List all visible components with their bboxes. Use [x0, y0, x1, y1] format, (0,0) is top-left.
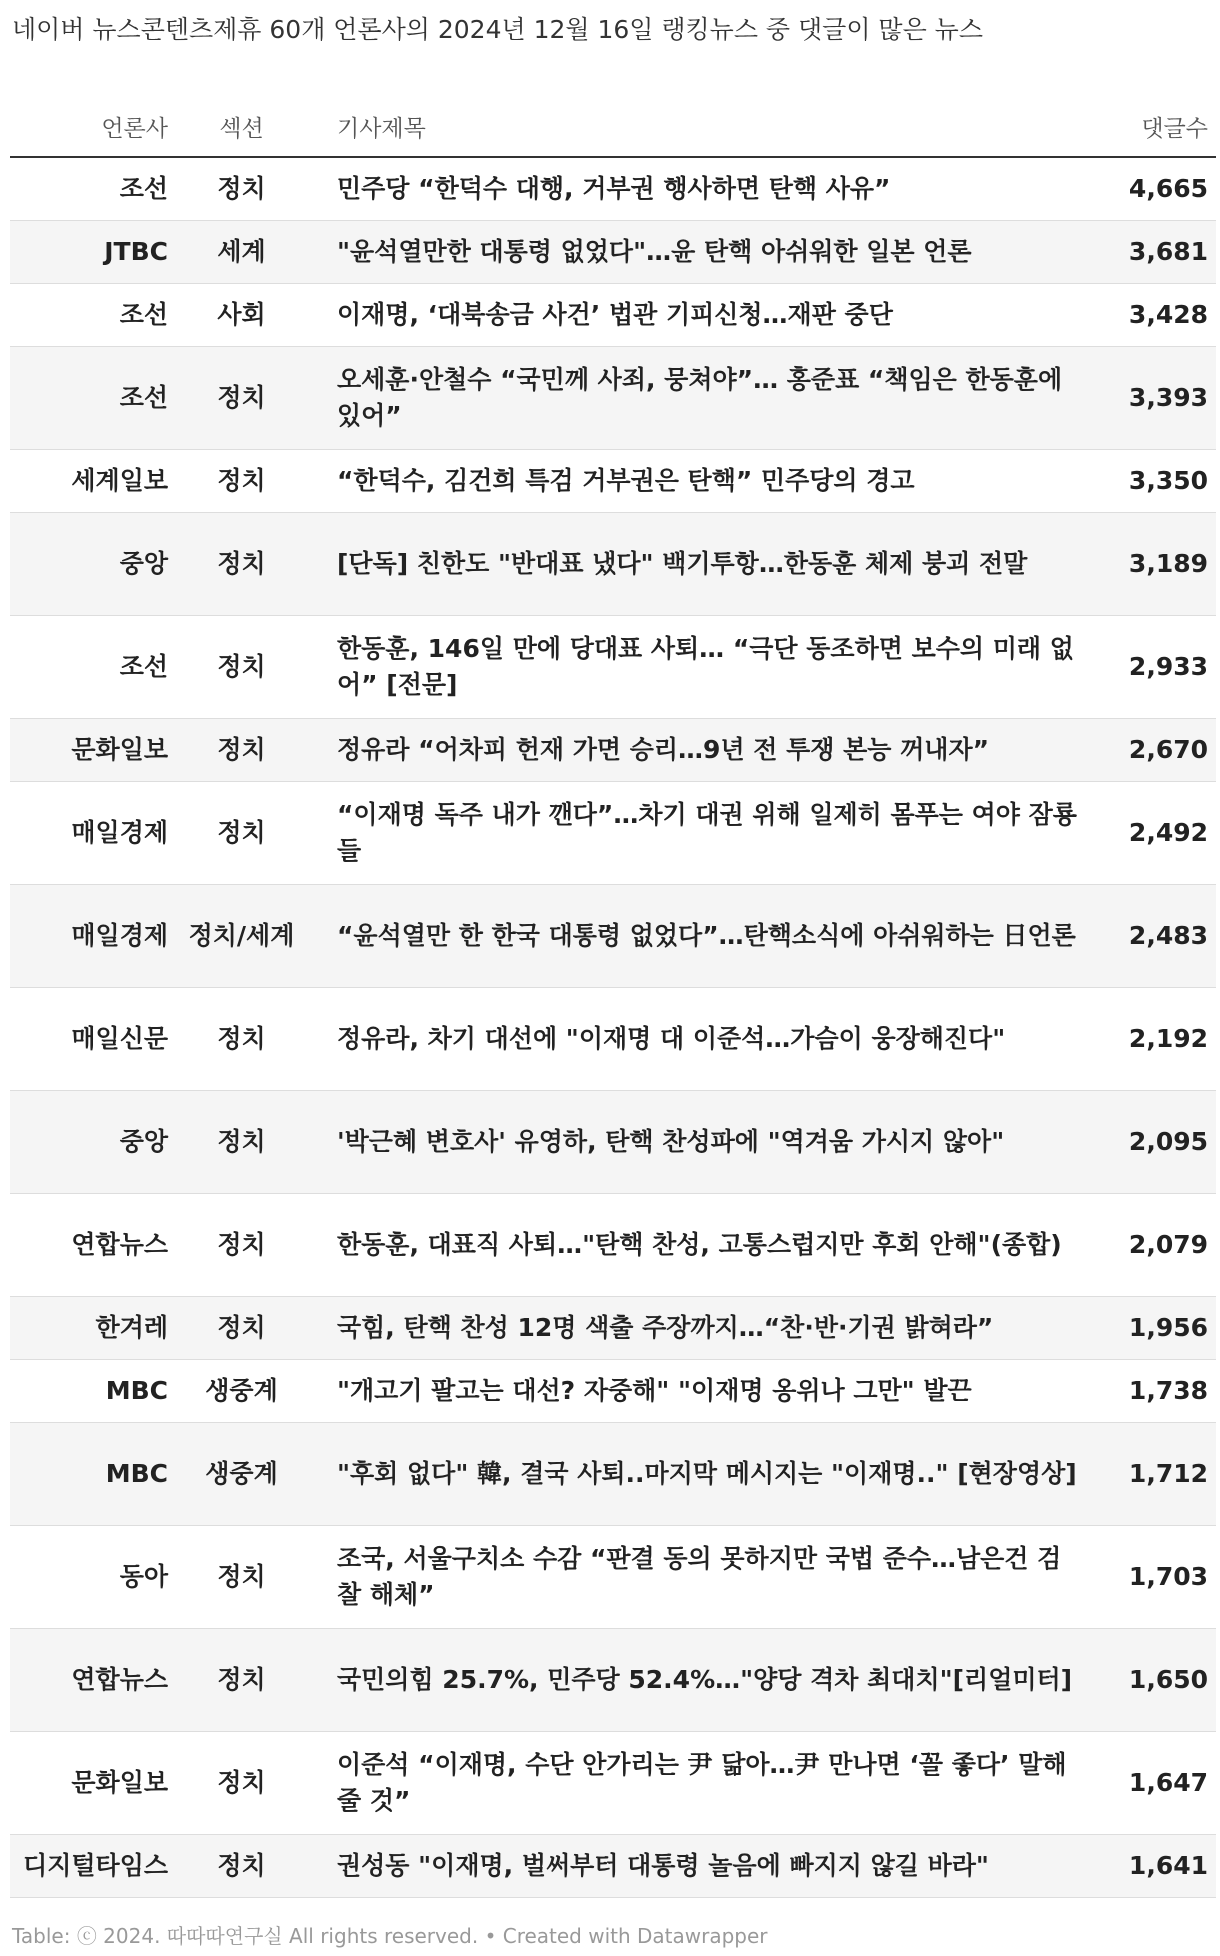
- table-row: [10, 782, 1216, 885]
- cell-comment-count: 1,647: [1090, 1732, 1216, 1835]
- table-row: [10, 157, 1216, 221]
- cell-outlet: JTBC: [10, 221, 176, 284]
- cell-section: 정치: [176, 1732, 307, 1835]
- cell-section: 정치: [176, 1194, 307, 1297]
- cell-section: 세계: [176, 221, 307, 284]
- cell-outlet: 문화일보: [10, 719, 176, 782]
- cell-article-title: “이재명 독주 내가 깬다”…차기 대권 위해 일제히 몸푸는 여야 잠룡들: [307, 782, 1090, 885]
- cell-outlet: 연합뉴스: [10, 1629, 176, 1732]
- cell-comment-count: 2,095: [1090, 1091, 1216, 1194]
- cell-comment-count: 2,483: [1090, 885, 1216, 988]
- cell-section: 정치/세계: [176, 885, 307, 988]
- cell-comment-count: 1,738: [1090, 1360, 1216, 1423]
- cell-article-title: 오세훈·안철수 “국민께 사죄, 뭉쳐야”… 홍준표 “책임은 한동훈에 있어”: [307, 347, 1090, 450]
- cell-article-title: "윤석열만한 대통령 없었다"…윤 탄핵 아쉬워한 일본 언론: [307, 221, 1090, 284]
- table-row: [10, 1091, 1216, 1194]
- cell-article-title: “윤석열만 한 한국 대통령 없었다”…탄핵소식에 아쉬워하는 日언론: [307, 885, 1090, 988]
- cell-outlet: 디지털타임스: [10, 1835, 176, 1898]
- cell-section: 정치: [176, 513, 307, 616]
- cell-comment-count: 3,189: [1090, 513, 1216, 616]
- cell-section: 정치: [176, 988, 307, 1091]
- cell-article-title: 조국, 서울구치소 수감 “판결 동의 못하지만 국법 준수…남은건 검찰 해체”: [307, 1526, 1090, 1629]
- cell-outlet: 매일경제: [10, 782, 176, 885]
- cell-outlet: MBC: [10, 1423, 176, 1526]
- cell-comment-count: 3,428: [1090, 284, 1216, 347]
- table-row: [10, 1526, 1216, 1629]
- cell-comment-count: 1,703: [1090, 1526, 1216, 1629]
- cell-article-title: [단독] 친한도 "반대표 냈다" 백기투항…한동훈 체제 붕괴 전말: [307, 513, 1090, 616]
- cell-comment-count: 4,665: [1090, 157, 1216, 221]
- cell-article-title: '박근혜 변호사' 유영하, 탄핵 찬성파에 "역겨움 가시지 않아": [307, 1091, 1090, 1194]
- cell-outlet: MBC: [10, 1360, 176, 1423]
- cell-comment-count: 1,712: [1090, 1423, 1216, 1526]
- cell-section: 정치: [176, 719, 307, 782]
- cell-section: 사회: [176, 284, 307, 347]
- table-row: [10, 719, 1216, 782]
- cell-article-title: 정유라, 차기 대선에 "이재명 대 이준석…가슴이 웅장해진다": [307, 988, 1090, 1091]
- cell-outlet: 조선: [10, 284, 176, 347]
- table-row: [10, 347, 1216, 450]
- comments-table: [10, 96, 1216, 1898]
- cell-article-title: 권성동 "이재명, 벌써부터 대통령 놀음에 빠지지 않길 바라": [307, 1835, 1090, 1898]
- cell-article-title: "후회 없다" 韓, 결국 사퇴..마지막 메시지는 "이재명.." [현장영상]: [307, 1423, 1090, 1526]
- cell-comment-count: 2,670: [1090, 719, 1216, 782]
- cell-comment-count: 1,956: [1090, 1297, 1216, 1360]
- footer-credit: Table: ⓒ 2024. 따따따연구실 All rights reserved. • Created with Datawrapper: [12, 1924, 768, 1948]
- table-row: [10, 513, 1216, 616]
- cell-section: 정치: [176, 782, 307, 885]
- cell-section: 정치: [176, 450, 307, 513]
- cell-comment-count: 3,681: [1090, 221, 1216, 284]
- cell-outlet: 세계일보: [10, 450, 176, 513]
- cell-comment-count: 3,350: [1090, 450, 1216, 513]
- cell-section: 정치: [176, 1629, 307, 1732]
- cell-comment-count: 1,641: [1090, 1835, 1216, 1898]
- cell-outlet: 동아: [10, 1526, 176, 1629]
- header-article: 기사제목: [307, 96, 1090, 157]
- table-row: [10, 284, 1216, 347]
- cell-section: 생중계: [176, 1423, 307, 1526]
- cell-outlet: 문화일보: [10, 1732, 176, 1835]
- cell-comment-count: 2,933: [1090, 616, 1216, 719]
- header-outlet: 언론사: [10, 96, 176, 157]
- cell-article-title: 이준석 “이재명, 수단 안가리는 尹 닮아…尹 만나면 ‘꼴 좋다’ 말해줄 것”: [307, 1732, 1090, 1835]
- cell-article-title: 국힘, 탄핵 찬성 12명 색출 주장까지…“찬·반·기권 밝혀라”: [307, 1297, 1090, 1360]
- cell-section: 정치: [176, 1835, 307, 1898]
- cell-outlet: 한겨레: [10, 1297, 176, 1360]
- header-section: 섹션: [176, 96, 307, 157]
- cell-outlet: 조선: [10, 157, 176, 221]
- table-row: [10, 1629, 1216, 1732]
- cell-comment-count: 2,492: [1090, 782, 1216, 885]
- table-row: [10, 885, 1216, 988]
- cell-section: 정치: [176, 1091, 307, 1194]
- table-row: [10, 616, 1216, 719]
- table-row: [10, 988, 1216, 1091]
- cell-article-title: “한덕수, 김건희 특검 거부권은 탄핵” 민주당의 경고: [307, 450, 1090, 513]
- cell-section: 정치: [176, 616, 307, 719]
- page-title: 네이버 뉴스콘텐츠제휴 60개 언론사의 2024년 12월 16일 랭킹뉴스 중 댓글이 많은 뉴스: [12, 15, 983, 44]
- cell-article-title: 한동훈, 대표직 사퇴…"탄핵 찬성, 고통스럽지만 후회 안해"(종합): [307, 1194, 1090, 1297]
- cell-section: 생중계: [176, 1360, 307, 1423]
- cell-outlet: 조선: [10, 616, 176, 719]
- cell-outlet: 중앙: [10, 1091, 176, 1194]
- table-row: [10, 1423, 1216, 1526]
- cell-article-title: 민주당 “한덕수 대행, 거부권 행사하면 탄핵 사유”: [307, 157, 1090, 221]
- cell-article-title: 정유라 “어차피 헌재 가면 승리…9년 전 투쟁 본능 꺼내자”: [307, 719, 1090, 782]
- cell-section: 정치: [176, 157, 307, 221]
- table-row: [10, 1360, 1216, 1423]
- cell-outlet: 매일신문: [10, 988, 176, 1091]
- table-row: [10, 1194, 1216, 1297]
- table-header-row: [10, 96, 1216, 157]
- cell-article-title: 이재명, ‘대북송금 사건’ 법관 기피신청…재판 중단: [307, 284, 1090, 347]
- cell-comment-count: 1,650: [1090, 1629, 1216, 1732]
- cell-section: 정치: [176, 1297, 307, 1360]
- cell-outlet: 중앙: [10, 513, 176, 616]
- cell-section: 정치: [176, 1526, 307, 1629]
- cell-section: 정치: [176, 347, 307, 450]
- cell-comment-count: 2,079: [1090, 1194, 1216, 1297]
- cell-outlet: 매일경제: [10, 885, 176, 988]
- cell-article-title: "개고기 팔고는 대선? 자중해" "이재명 옹위나 그만" 발끈: [307, 1360, 1090, 1423]
- table-row: [10, 1297, 1216, 1360]
- cell-outlet: 연합뉴스: [10, 1194, 176, 1297]
- cell-comment-count: 2,192: [1090, 988, 1216, 1091]
- table-row: [10, 1835, 1216, 1898]
- table-row: [10, 221, 1216, 284]
- header-comments: 댓글수: [1090, 96, 1216, 157]
- table-row: [10, 1732, 1216, 1835]
- cell-comment-count: 3,393: [1090, 347, 1216, 450]
- table-row: [10, 450, 1216, 513]
- cell-article-title: 한동훈, 146일 만에 당대표 사퇴… “극단 동조하면 보수의 미래 없어” [전문]: [307, 616, 1090, 719]
- cell-article-title: 국민의힘 25.7%, 민주당 52.4%…"양당 격차 최대치"[리얼미터]: [307, 1629, 1090, 1732]
- cell-outlet: 조선: [10, 347, 176, 450]
